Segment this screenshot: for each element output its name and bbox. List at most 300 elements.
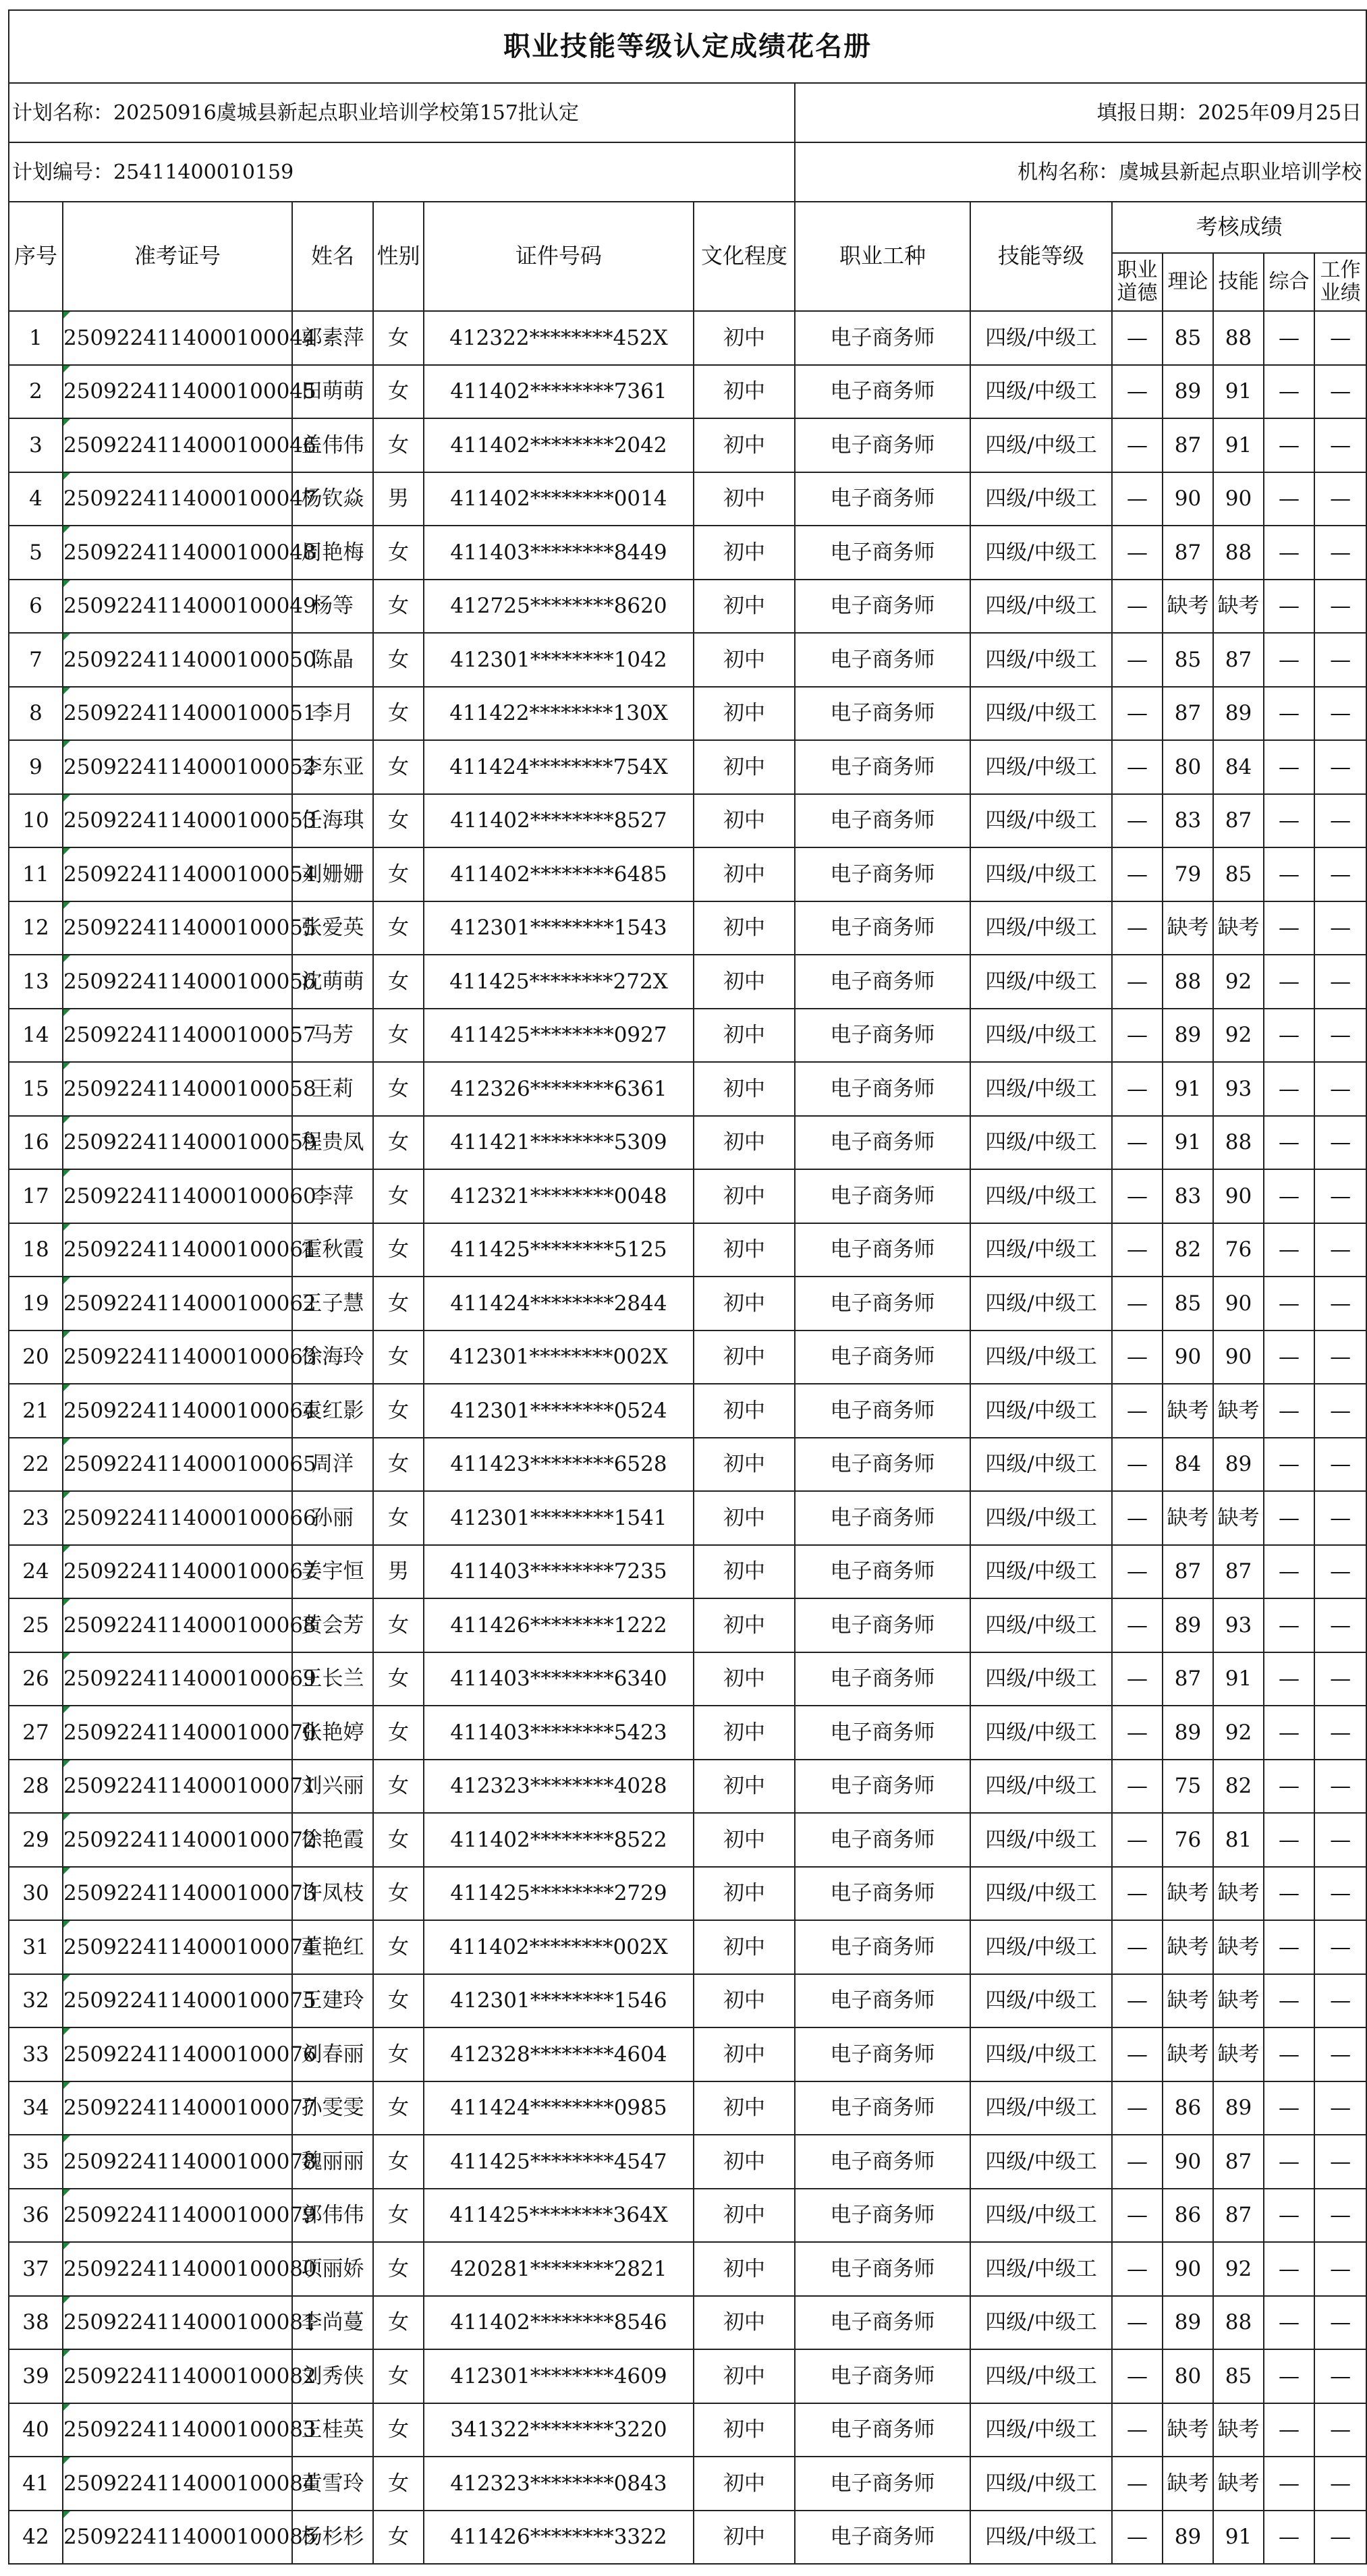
cell-occupation: 电子商务师 [795,847,970,901]
table-row [9,1331,1366,1384]
cell-comprehensive: — [1264,1760,1314,1814]
cell-education: 初中 [694,580,795,634]
cell-id-number: 412321********0048 [424,1169,694,1223]
cell-ethics: — [1112,2081,1163,2135]
cell-skill-level: 四级/中级工 [970,687,1112,741]
cell-name: 黄会芳 [292,1598,373,1652]
cell-education: 初中 [694,1598,795,1652]
cell-seq: 18 [9,1223,63,1277]
cell-work-performance: — [1314,847,1366,901]
cell-work-performance: — [1314,901,1366,955]
cell-ticket: 2509224114000100051 [63,687,292,741]
cell-gender: 女 [373,2242,424,2296]
table-row [9,311,1366,365]
cell-theory: 90 [1163,1331,1213,1384]
cell-theory: 88 [1163,955,1213,1009]
cell-occupation: 电子商务师 [795,1867,970,1921]
cell-id-number: 411425********0927 [424,1009,694,1063]
cell-work-performance: — [1314,1384,1366,1438]
cell-comprehensive: — [1264,1545,1314,1599]
cell-theory: 87 [1163,687,1213,741]
cell-skill-level: 四级/中级工 [970,1706,1112,1760]
cell-ethics: — [1112,2403,1163,2457]
cell-seq: 27 [9,1706,63,1760]
cell-occupation: 电子商务师 [795,1652,970,1706]
table-row [9,1116,1366,1170]
cell-name: 盖伟伟 [292,418,373,472]
cell-work-performance: — [1314,740,1366,794]
table-row [9,1974,1366,2028]
cell-education: 初中 [694,1009,795,1063]
cell-ticket: 2509224114000100049 [63,580,292,634]
cell-work-performance: — [1314,2242,1366,2296]
cell-name: 杨等 [292,580,373,634]
cell-seq: 37 [9,2242,63,2296]
cell-skill: 90 [1213,1169,1264,1223]
cell-education: 初中 [694,1545,795,1599]
cell-comprehensive: — [1264,2296,1314,2350]
cell-seq: 9 [9,740,63,794]
cell-gender: 女 [373,1867,424,1921]
cell-name: 田萌萌 [292,365,373,419]
cell-skill-level: 四级/中级工 [970,1867,1112,1921]
table-row [9,1438,1366,1492]
cell-ticket: 2509224114000100066 [63,1491,292,1545]
cell-name: 孙雯雯 [292,2081,373,2135]
table-row [9,1706,1366,1760]
cell-gender: 女 [373,1920,424,1974]
cell-occupation: 电子商务师 [795,1116,970,1170]
cell-comprehensive: — [1264,526,1314,580]
cell-name: 杨杉杉 [292,2511,373,2565]
cell-id-number: 411421********5309 [424,1116,694,1170]
cell-occupation: 电子商务师 [795,1920,970,1974]
cell-skill: 88 [1213,526,1264,580]
cell-occupation: 电子商务师 [795,1223,970,1277]
table-row [9,580,1366,634]
cell-skill-level: 四级/中级工 [970,2296,1112,2350]
cell-seq: 32 [9,1974,63,2028]
table-row [9,687,1366,741]
cell-seq: 4 [9,472,63,526]
table-row [9,1491,1366,1545]
cell-gender: 男 [373,1545,424,1599]
cell-ethics: — [1112,2296,1163,2350]
cell-gender: 女 [373,526,424,580]
cell-ethics: — [1112,1545,1163,1599]
cell-skill-level: 四级/中级工 [970,311,1112,365]
cell-gender: 女 [373,2511,424,2565]
cell-seq: 15 [9,1062,63,1116]
plan-number: 计划编号：25411400010159 [9,142,795,202]
cell-education: 初中 [694,2349,795,2403]
cell-skill-level: 四级/中级工 [970,633,1112,687]
cell-ethics: — [1112,687,1163,741]
cell-skill-level: 四级/中级工 [970,2511,1112,2565]
cell-work-performance: — [1314,1116,1366,1170]
cell-theory: 85 [1163,311,1213,365]
cell-name: 徐艳霞 [292,1813,373,1867]
cell-work-performance: — [1314,526,1366,580]
cell-education: 初中 [694,2511,795,2565]
cell-gender: 女 [373,847,424,901]
cell-id-number: 411424********2844 [424,1277,694,1331]
cell-ticket: 2509224114000100056 [63,955,292,1009]
cell-skill: 90 [1213,472,1264,526]
cell-ticket: 2509224114000100058 [63,1062,292,1116]
cell-occupation: 电子商务师 [795,1331,970,1384]
cell-skill: 89 [1213,1438,1264,1492]
cell-ticket: 2509224114000100052 [63,740,292,794]
cell-skill-level: 四级/中级工 [970,847,1112,901]
cell-gender: 女 [373,955,424,1009]
cell-id-number: 412725********8620 [424,580,694,634]
header-id-number: 证件号码 [424,202,694,311]
cell-gender: 女 [373,2349,424,2403]
table-row [9,633,1366,687]
cell-comprehensive: — [1264,1277,1314,1331]
cell-skill: 76 [1213,1223,1264,1277]
cell-id-number: 411403********8449 [424,526,694,580]
cell-id-number: 412328********4604 [424,2027,694,2081]
cell-theory: 76 [1163,1813,1213,1867]
cell-education: 初中 [694,365,795,419]
cell-work-performance: — [1314,1223,1366,1277]
cell-gender: 女 [373,2027,424,2081]
cell-education: 初中 [694,2457,795,2511]
table-row [9,2027,1366,2081]
cell-ticket: 2509224114000100044 [63,311,292,365]
cell-name: 徐海玲 [292,1331,373,1384]
table-row [9,2403,1366,2457]
cell-gender: 女 [373,2457,424,2511]
cell-work-performance: — [1314,2403,1366,2457]
cell-skill: 91 [1213,1652,1264,1706]
cell-theory: 缺考 [1163,1974,1213,2028]
cell-seq: 26 [9,1652,63,1706]
cell-comprehensive: — [1264,1116,1314,1170]
cell-ticket: 2509224114000100083 [63,2403,292,2457]
cell-ethics: — [1112,847,1163,901]
cell-skill-level: 四级/中级工 [970,1277,1112,1331]
cell-name: 霍秋霞 [292,1223,373,1277]
cell-skill: 91 [1213,2511,1264,2565]
cell-id-number: 412301********1546 [424,1974,694,2028]
cell-comprehensive: — [1264,1438,1314,1492]
cell-id-number: 412301********002X [424,1331,694,1384]
cell-theory: 缺考 [1163,1920,1213,1974]
cell-id-number: 420281********2821 [424,2242,694,2296]
cell-name: 王莉 [292,1062,373,1116]
cell-education: 初中 [694,472,795,526]
table-row [9,1277,1366,1331]
cell-name: 刘秀侠 [292,2349,373,2403]
cell-id-number: 411403********7235 [424,1545,694,1599]
cell-name: 董艳红 [292,1920,373,1974]
cell-gender: 女 [373,1062,424,1116]
cell-skill-level: 四级/中级工 [970,1652,1112,1706]
cell-education: 初中 [694,1331,795,1384]
header-gender: 性别 [373,202,424,311]
cell-ticket: 2509224114000100048 [63,526,292,580]
cell-comprehensive: — [1264,901,1314,955]
cell-seq: 2 [9,365,63,419]
cell-skill: 90 [1213,1277,1264,1331]
cell-occupation: 电子商务师 [795,2135,970,2189]
cell-skill-level: 四级/中级工 [970,1331,1112,1384]
cell-name: 周艳梅 [292,526,373,580]
cell-occupation: 电子商务师 [795,311,970,365]
cell-name: 黄雪玲 [292,2457,373,2511]
cell-skill: 88 [1213,2296,1264,2350]
cell-id-number: 412322********452X [424,311,694,365]
plan-number-row [9,142,1366,202]
cell-name: 魏丽丽 [292,2135,373,2189]
cell-ticket: 2509224114000100055 [63,901,292,955]
cell-id-number: 411426********1222 [424,1598,694,1652]
cell-skill-level: 四级/中级工 [970,794,1112,848]
cell-theory: 89 [1163,365,1213,419]
title-row [9,10,1366,83]
table-row [9,2349,1366,2403]
cell-id-number: 411425********4547 [424,2135,694,2189]
cell-theory: 75 [1163,1760,1213,1814]
cell-seq: 42 [9,2511,63,2565]
cell-name: 许凤枝 [292,1867,373,1921]
cell-education: 初中 [694,1867,795,1921]
cell-ticket: 2509224114000100067 [63,1545,292,1599]
header-seq: 序号 [9,202,63,311]
cell-gender: 女 [373,1438,424,1492]
cell-education: 初中 [694,1438,795,1492]
cell-gender: 男 [373,472,424,526]
table-row [9,365,1366,419]
cell-work-performance: — [1314,2135,1366,2189]
cell-work-performance: — [1314,1009,1366,1063]
cell-theory: 86 [1163,2189,1213,2243]
institution-name: 机构名称：虞城县新起点职业培训学校 [795,142,1366,202]
cell-skill-level: 四级/中级工 [970,1545,1112,1599]
cell-occupation: 电子商务师 [795,901,970,955]
cell-skill-level: 四级/中级工 [970,2403,1112,2457]
cell-seq: 11 [9,847,63,901]
cell-ethics: — [1112,1223,1163,1277]
cell-name: 王桂英 [292,2403,373,2457]
cell-work-performance: — [1314,1169,1366,1223]
cell-ticket: 2509224114000100068 [63,1598,292,1652]
cell-seq: 21 [9,1384,63,1438]
cell-name: 孙丽 [292,1491,373,1545]
cell-id-number: 411403********5423 [424,1706,694,1760]
cell-name: 陈晶 [292,633,373,687]
cell-id-number: 411402********0014 [424,472,694,526]
cell-id-number: 411402********6485 [424,847,694,901]
table-row [9,1062,1366,1116]
cell-education: 初中 [694,2135,795,2189]
cell-gender: 女 [373,2189,424,2243]
cell-theory: 85 [1163,1277,1213,1331]
cell-seq: 36 [9,2189,63,2243]
table-row [9,1813,1366,1867]
cell-theory: 89 [1163,1706,1213,1760]
cell-education: 初中 [694,311,795,365]
cell-ticket: 2509224114000100057 [63,1009,292,1063]
table-row [9,740,1366,794]
cell-comprehensive: — [1264,1974,1314,2028]
cell-comprehensive: — [1264,1169,1314,1223]
cell-name: 郭伟伟 [292,2189,373,2243]
cell-comprehensive: — [1264,687,1314,741]
cell-gender: 女 [373,1009,424,1063]
table-row [9,1545,1366,1599]
cell-skill-level: 四级/中级工 [970,2349,1112,2403]
cell-ethics: — [1112,1009,1163,1063]
cell-skill: 88 [1213,311,1264,365]
cell-skill: 缺考 [1213,1867,1264,1921]
cell-occupation: 电子商务师 [795,955,970,1009]
cell-comprehensive: — [1264,847,1314,901]
cell-work-performance: — [1314,311,1366,365]
cell-comprehensive: — [1264,2027,1314,2081]
cell-skill: 92 [1213,1009,1264,1063]
cell-education: 初中 [694,1760,795,1814]
cell-theory: 83 [1163,1169,1213,1223]
cell-gender: 女 [373,418,424,472]
cell-work-performance: — [1314,1920,1366,1974]
cell-theory: 缺考 [1163,1384,1213,1438]
cell-id-number: 411424********0985 [424,2081,694,2135]
cell-skill: 缺考 [1213,1974,1264,2028]
cell-work-performance: — [1314,1652,1366,1706]
cell-name: 王建玲 [292,1974,373,2028]
cell-work-performance: — [1314,1760,1366,1814]
cell-ethics: — [1112,472,1163,526]
cell-skill-level: 四级/中级工 [970,1438,1112,1492]
cell-comprehensive: — [1264,1384,1314,1438]
cell-ticket: 2509224114000100046 [63,418,292,472]
table-row [9,1223,1366,1277]
cell-ethics: — [1112,418,1163,472]
cell-id-number: 411426********3322 [424,2511,694,2565]
cell-theory: 86 [1163,2081,1213,2135]
table-row [9,847,1366,901]
header-name: 姓名 [292,202,373,311]
cell-theory: 缺考 [1163,1867,1213,1921]
cell-ethics: — [1112,794,1163,848]
cell-occupation: 电子商务师 [795,1062,970,1116]
cell-comprehensive: — [1264,1652,1314,1706]
cell-skill: 85 [1213,2349,1264,2403]
cell-comprehensive: — [1264,1331,1314,1384]
cell-theory: 80 [1163,740,1213,794]
cell-comprehensive: — [1264,2242,1314,2296]
cell-theory: 89 [1163,2511,1213,2565]
header-ethics: 职业道德 [1112,253,1163,311]
cell-seq: 24 [9,1545,63,1599]
cell-education: 初中 [694,1974,795,2028]
cell-skill: 88 [1213,1116,1264,1170]
table-row [9,2511,1366,2565]
cell-ticket: 2509224114000100076 [63,2027,292,2081]
cell-skill-level: 四级/中级工 [970,1223,1112,1277]
cell-theory: 缺考 [1163,1491,1213,1545]
cell-id-number: 411423********6528 [424,1438,694,1492]
cell-theory: 89 [1163,1598,1213,1652]
cell-seq: 3 [9,418,63,472]
cell-ticket: 2509224114000100069 [63,1652,292,1706]
cell-seq: 30 [9,1867,63,1921]
cell-skill-level: 四级/中级工 [970,2027,1112,2081]
cell-gender: 女 [373,740,424,794]
cell-ethics: — [1112,1277,1163,1331]
cell-name: 王长兰 [292,1652,373,1706]
cell-ticket: 2509224114000100061 [63,1223,292,1277]
cell-ethics: — [1112,2242,1163,2296]
cell-education: 初中 [694,955,795,1009]
cell-name: 李月 [292,687,373,741]
cell-comprehensive: — [1264,740,1314,794]
cell-seq: 8 [9,687,63,741]
cell-occupation: 电子商务师 [795,1706,970,1760]
cell-skill: 缺考 [1213,2457,1264,2511]
cell-ethics: — [1112,1062,1163,1116]
cell-occupation: 电子商务师 [795,1760,970,1814]
cell-skill-level: 四级/中级工 [970,2457,1112,2511]
cell-theory: 83 [1163,794,1213,848]
cell-ethics: — [1112,526,1163,580]
cell-theory: 缺考 [1163,580,1213,634]
cell-comprehensive: — [1264,311,1314,365]
cell-skill: 81 [1213,1813,1264,1867]
cell-seq: 6 [9,580,63,634]
cell-skill-level: 四级/中级工 [970,1598,1112,1652]
table-row [9,2081,1366,2135]
cell-occupation: 电子商务师 [795,2349,970,2403]
cell-id-number: 412301********0524 [424,1384,694,1438]
cell-seq: 29 [9,1813,63,1867]
cell-name: 姜宇恒 [292,1545,373,1599]
cell-occupation: 电子商务师 [795,740,970,794]
cell-seq: 10 [9,794,63,848]
cell-ethics: — [1112,2027,1163,2081]
cell-id-number: 412301********1543 [424,901,694,955]
table-row [9,1169,1366,1223]
table-row [9,1867,1366,1921]
cell-id-number: 412301********1541 [424,1491,694,1545]
cell-theory: 91 [1163,1116,1213,1170]
cell-work-performance: — [1314,1974,1366,2028]
cell-theory: 缺考 [1163,2027,1213,2081]
cell-skill: 91 [1213,418,1264,472]
cell-work-performance: — [1314,418,1366,472]
cell-work-performance: — [1314,1545,1366,1599]
cell-skill-level: 四级/中级工 [970,2189,1112,2243]
cell-theory: 79 [1163,847,1213,901]
table-row [9,526,1366,580]
cell-name: 任海琪 [292,794,373,848]
cell-skill: 90 [1213,1331,1264,1384]
header-comprehensive: 综合 [1264,253,1314,311]
cell-education: 初中 [694,2296,795,2350]
cell-theory: 90 [1163,2135,1213,2189]
table-row [9,1598,1366,1652]
cell-skill-level: 四级/中级工 [970,1169,1112,1223]
cell-education: 初中 [694,418,795,472]
cell-work-performance: — [1314,1598,1366,1652]
cell-theory: 82 [1163,1223,1213,1277]
cell-ticket: 2509224114000100080 [63,2242,292,2296]
cell-ticket: 2509224114000100070 [63,1706,292,1760]
